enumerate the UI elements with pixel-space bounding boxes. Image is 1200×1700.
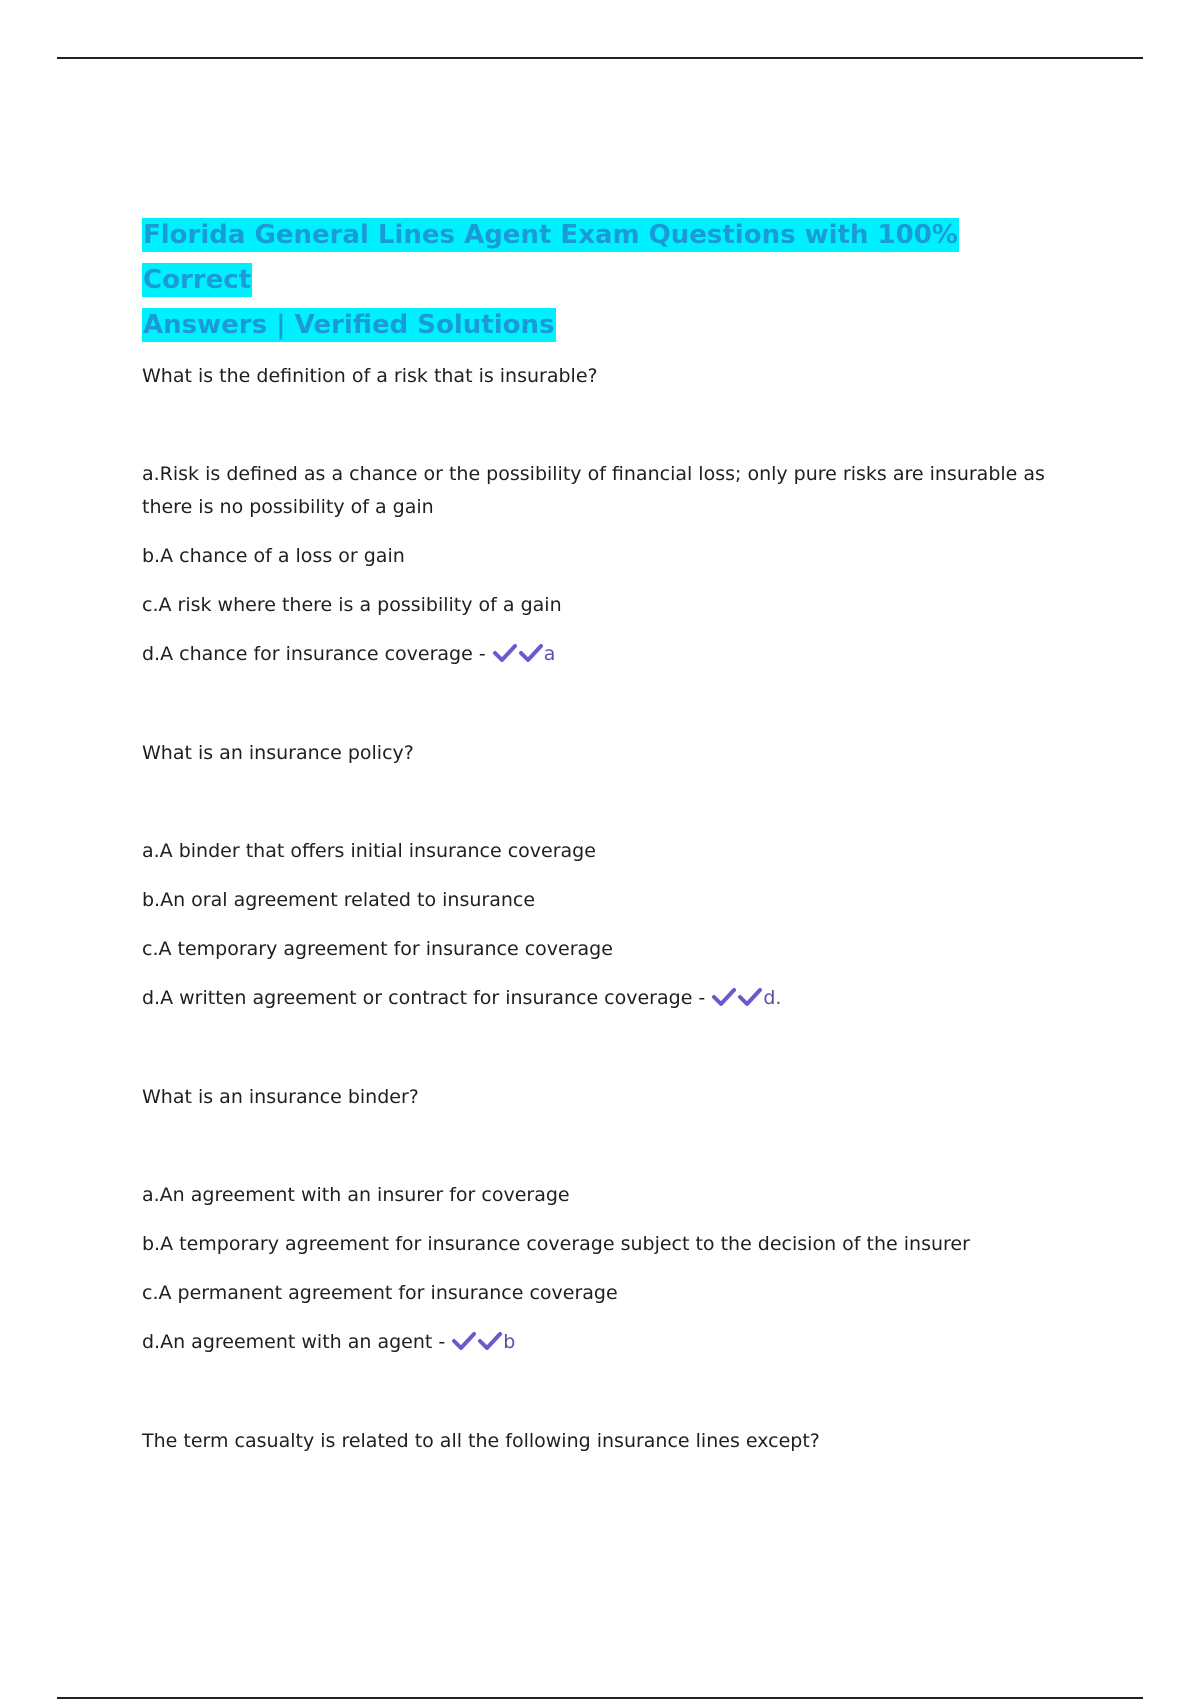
- option-c: c.A risk where there is a possibility of a gain: [142, 594, 562, 616]
- question-block: [142, 1083, 1072, 1359]
- question-text: What is an insurance binder?: [142, 1086, 419, 1108]
- option-b: b.An oral agreement related to insurance: [142, 889, 536, 911]
- question-block: [142, 1427, 1072, 1455]
- option-d-with-answer: [142, 1326, 1072, 1359]
- title-line-2: Answers | Verified Solutions: [143, 310, 555, 340]
- option-d: d.A written agreement or contract for insurance coverage -: [142, 987, 706, 1009]
- top-rule: [57, 57, 1143, 59]
- checkmark-icon: [492, 643, 518, 663]
- option-d-with-answer: [142, 982, 1072, 1015]
- question-text: What is an insurance policy?: [142, 742, 414, 764]
- checkmark-icon: [451, 1331, 477, 1351]
- bottom-rule: [57, 1697, 1143, 1699]
- option-c: c.A permanent agreement for insurance coverage: [142, 1282, 618, 1304]
- checkmark-icon: [711, 987, 737, 1007]
- option-d: d.An agreement with an agent -: [142, 1331, 446, 1353]
- option-b: b.A chance of a loss or gain: [142, 545, 405, 567]
- checkmark-icon: [737, 987, 763, 1007]
- answer-letter: d.: [763, 987, 782, 1009]
- option-a: a.An agreement with an insurer for coverage: [142, 1184, 570, 1206]
- checkmark-icon: [477, 1331, 503, 1351]
- question-block: [142, 362, 1072, 671]
- question-text: The term casualty is related to all the following insurance lines except?: [142, 1430, 820, 1452]
- checkmark-icon: [518, 643, 544, 663]
- option-d-with-answer: [142, 638, 1072, 671]
- document-title: [142, 213, 1072, 348]
- option-a: a.Risk is defined as a chance or the possibility of financial loss; only pure risks are insurable as there is no possibility of a gain: [142, 463, 1045, 518]
- title-line-1: Florida General Lines Agent Exam Questions with 100% Correct: [143, 220, 958, 295]
- answer-letter: a: [543, 643, 556, 665]
- answer-letter: b: [503, 1331, 516, 1353]
- question-block: [142, 739, 1072, 1015]
- question-text: What is the definition of a risk that is insurable?: [142, 365, 598, 387]
- option-c: c.A temporary agreement for insurance coverage: [142, 938, 613, 960]
- option-b: b.A temporary agreement for insurance coverage subject to the decision of the insurer: [142, 1233, 970, 1255]
- option-a: a.A binder that offers initial insurance coverage: [142, 840, 596, 862]
- option-d: d.A chance for insurance coverage -: [142, 643, 486, 665]
- document-body: [142, 213, 1072, 1523]
